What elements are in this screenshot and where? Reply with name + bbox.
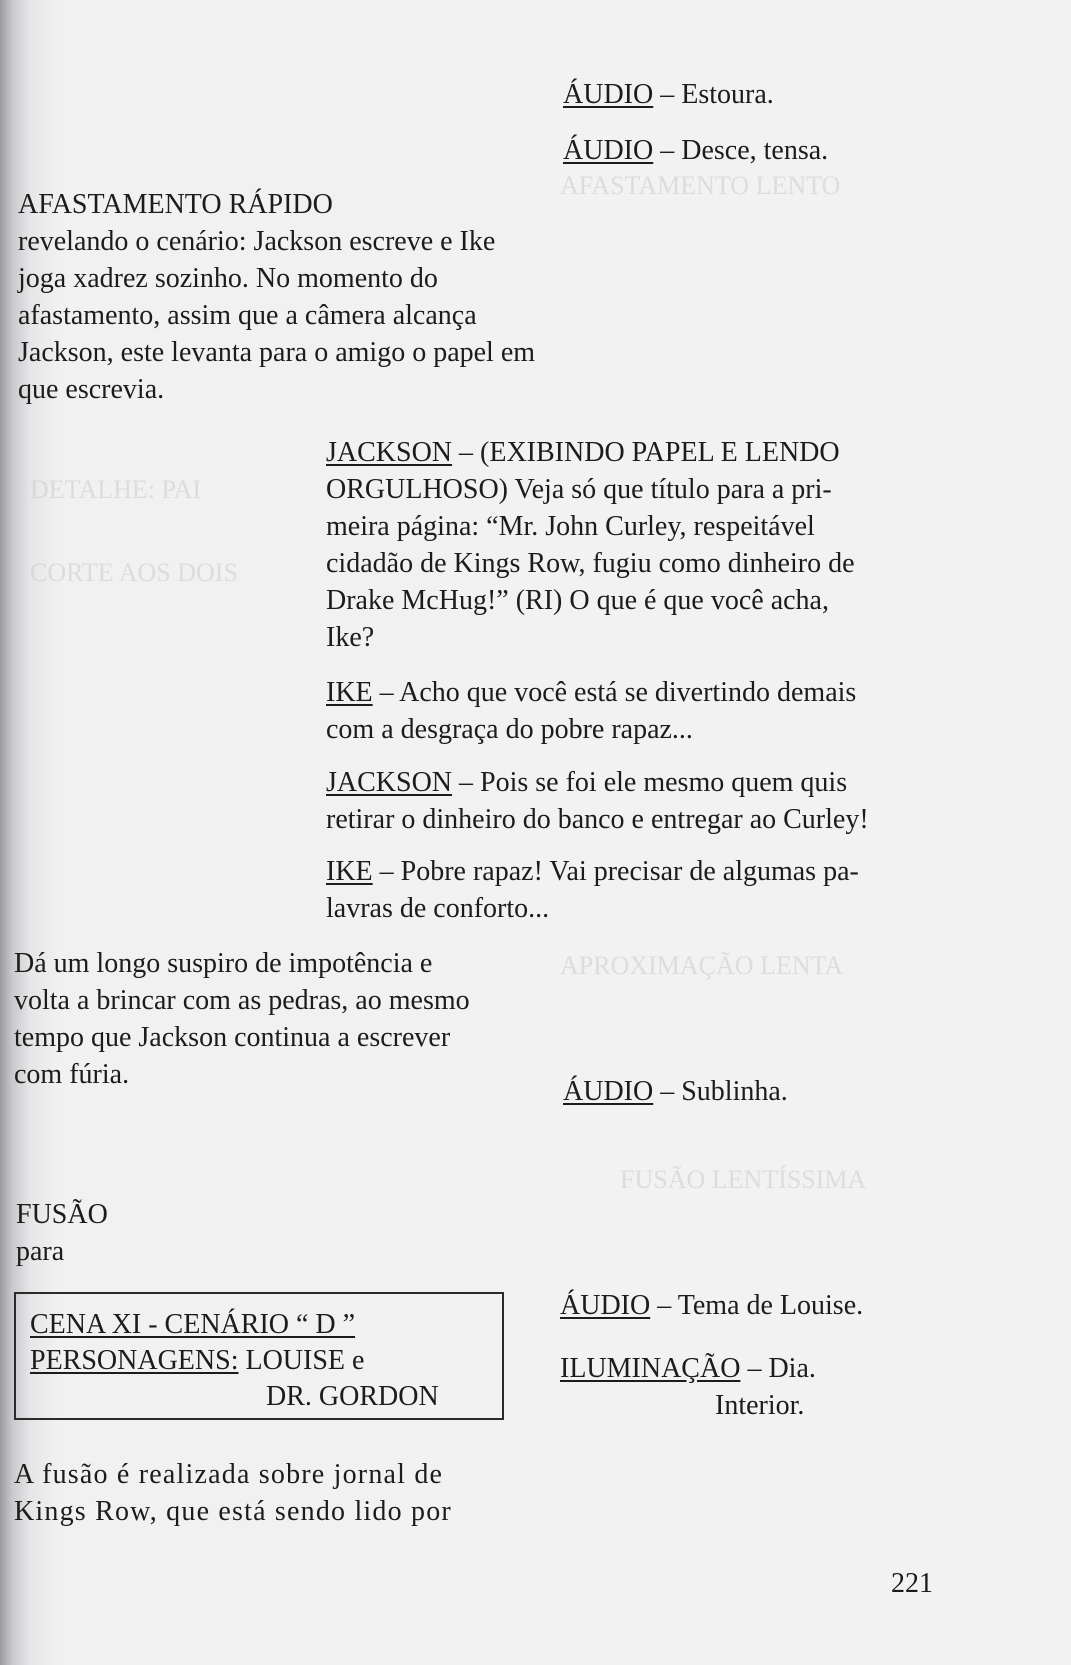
audio-text: – Desce, tensa. xyxy=(653,135,829,166)
audio-text: – Estoura. xyxy=(653,79,774,110)
speaker-name: JACKSON xyxy=(326,437,453,468)
transition xyxy=(16,1196,616,1270)
dialogue-text: retirar o dinheiro do banco e entregar ao Curley! xyxy=(326,804,869,835)
text-line: Kings Row, que está sendo lido por xyxy=(14,1496,452,1527)
action-description xyxy=(14,1456,514,1530)
character-name: DR. GORDON xyxy=(266,1381,439,1412)
speaker-name: IKE xyxy=(326,856,373,887)
text-line: afastamento, assim que a câmera alcança xyxy=(18,300,477,331)
lighting-text: Interior. xyxy=(715,1390,805,1421)
transition-target: para xyxy=(16,1236,65,1267)
audio-text: – Sublinha. xyxy=(653,1076,788,1107)
lighting-text: – Dia. xyxy=(740,1353,816,1384)
lighting-label: ILUMINAÇÃO xyxy=(560,1353,741,1384)
text-line: volta a brincar com as pedras, ao mesmo xyxy=(14,985,470,1016)
text-line: tempo que Jackson continua a escrever xyxy=(14,1022,451,1053)
show-through-mark: AFASTAMENTO LENTO xyxy=(560,171,841,200)
speaker-name: IKE xyxy=(326,677,373,708)
dialogue-line xyxy=(326,434,951,656)
dialogue-text: com a desgraça do pobre rapaz... xyxy=(326,714,693,745)
characters-label: PERSONAGENS: xyxy=(30,1345,239,1376)
text-line: Dá um longo suspiro de impotência e xyxy=(14,948,433,979)
text-line: A fusão é realizada sobre jornal de xyxy=(14,1459,444,1490)
dialogue-text: cidadão de Kings Row, fugiu como dinheiro de xyxy=(326,548,855,579)
text-line: Jackson, este levanta para o amigo o papel em xyxy=(18,337,536,368)
audio-label: ÁUDIO xyxy=(563,135,654,166)
dialogue-text: ORGULHOSO) Veja só que título para a pri- xyxy=(326,474,832,505)
audio-label: ÁUDIO xyxy=(563,79,654,110)
dialogue-text: meira página: “Mr. John Curley, respeitável xyxy=(326,511,815,542)
transition-type: FUSÃO xyxy=(16,1199,108,1230)
dialogue-line xyxy=(326,764,951,838)
audio-cue xyxy=(563,76,963,113)
action-description xyxy=(14,945,614,1093)
scene-heading-box xyxy=(14,1292,504,1420)
text-line: revelando o cenário: Jackson escreve e Ike xyxy=(18,226,496,257)
audio-cue xyxy=(560,1287,960,1324)
dialogue-text: Ike? xyxy=(326,622,375,653)
show-through-mark: APROXIMAÇÃO LENTA xyxy=(560,951,844,980)
audio-cue xyxy=(563,1073,963,1110)
dialogue-text: – Pobre rapaz! Vai precisar de algumas pa- xyxy=(372,856,859,887)
dialogue-line xyxy=(326,674,951,748)
show-through-mark: CORTE AOS DOIS xyxy=(30,558,238,587)
character-name: LOUISE e xyxy=(238,1345,365,1376)
camera-heading: AFASTAMENTO RÁPIDO xyxy=(18,189,333,220)
audio-label: ÁUDIO xyxy=(563,1076,654,1107)
audio-label: ÁUDIO xyxy=(560,1290,651,1321)
dialogue-text: – (EXIBINDO PAPEL E LENDO xyxy=(452,437,840,468)
dialogue-text: Drake McHug!” (RI) O que é que você acha, xyxy=(326,585,829,616)
text-line: joga xadrez sozinho. No momento do xyxy=(18,263,438,294)
audio-text: – Tema de Louise. xyxy=(650,1290,864,1321)
page-number: 221 xyxy=(891,1568,933,1599)
text-line: com fúria. xyxy=(14,1059,130,1090)
text-line: que escrevia. xyxy=(18,374,165,405)
lighting-cue xyxy=(560,1350,960,1424)
dialogue-text: – Pois se foi ele mesmo quem quis xyxy=(452,767,848,798)
dialogue-line xyxy=(326,853,951,927)
dialogue-text: lavras de conforto... xyxy=(326,893,550,924)
camera-direction xyxy=(18,186,618,408)
show-through-mark: DETALHE: PAI xyxy=(30,475,202,504)
show-through-mark: FUSÃO LENTÍSSIMA xyxy=(620,1165,867,1194)
dialogue-text: – Acho que você está se divertindo demais xyxy=(372,677,857,708)
audio-cue xyxy=(563,132,963,169)
speaker-name: JACKSON xyxy=(326,767,453,798)
scene-title: CENA XI - CENÁRIO “ D ” xyxy=(30,1309,356,1340)
